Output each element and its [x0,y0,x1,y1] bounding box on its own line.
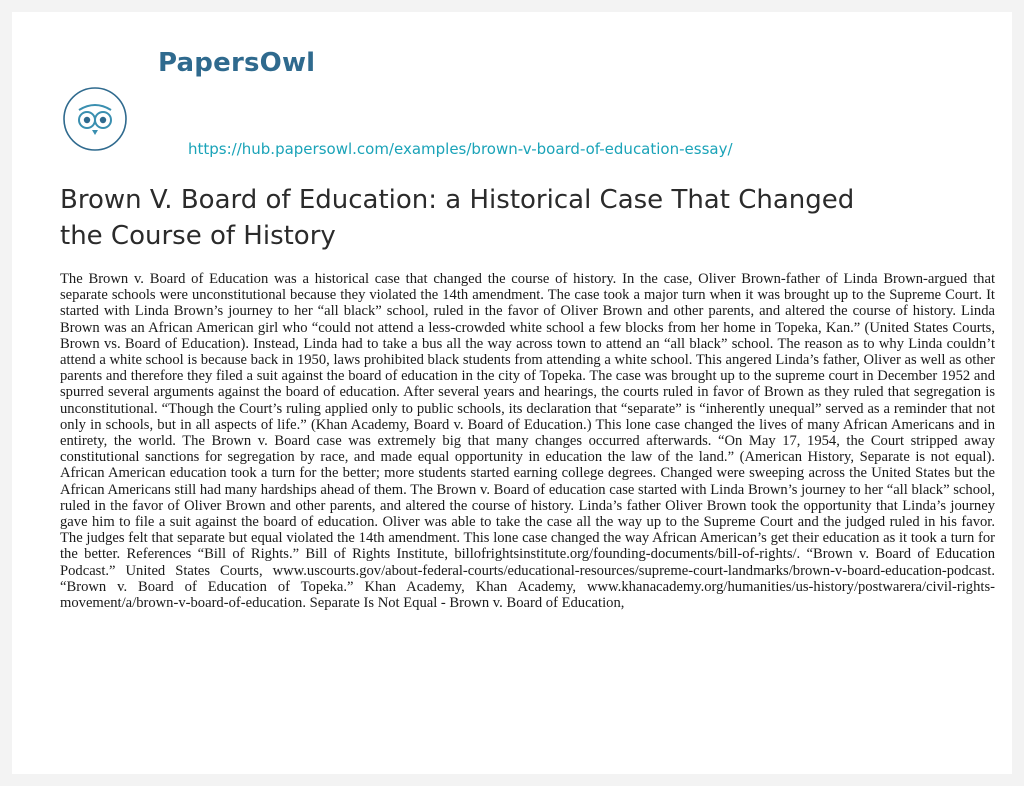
brand-name[interactable]: PapersOwl [158,48,316,78]
header [48,36,998,156]
owl-logo-icon [62,86,128,152]
essay-title: Brown V. Board of Education: a Historical Case That Changed the Course of History [60,185,855,251]
essay-card [12,12,1012,774]
essay-body: The Brown v. Board of Education was a historical case that changed the course of history. In the case, Oliver Brown-father of Linda Brown-argued that separate schools were unconstitutional because they violated the 14th amendment. The case took a major turn when it was brought up to the Supreme Court. It started with Linda Brown’s journey to her “all black” school, ruled in the favor of Oliver Brown and other parents, and altered the course of history. Linda Brown was an African American girl who “could not attend a less-crowded white school a few blocks from her home in Topeka, Kan.” (United States Courts, Brown vs. Board of Education). Instead, Linda had to take a bus all the way across town to attend an “all black” school. The reason as to why Linda couldn’t attend a white school is because back in 1950, laws prohibited black students from attending a white school. This angered Linda’s father, Oliver as well as other parents and therefore they filed a suit against the board of education in the city of Topeka. The case was brought up to the supreme court in December 1952 and spurred several arguments against the board of education. After several years and hearings, the courts ruled in favor of Brown as they ruled that segregation is unconstitutional. “Though the Court’s ruling applied only to public schools, its declaration that “separate” is “inherently unequal” served as a reminder that not only in schools, but in all aspects of life.” (Khan Academy, Board v. Board of Education.) This lone case changed the lives of many African Americans and in entirety, the world. The Brown v. Board case was extremely big that many changes occurred afterwards. “On May 17, 1954, the Court stripped away constitutional sanctions for segregation by race, and made equal opportunity in education the law of the land.” (American History, Separate is not equal). African American education took a turn for the better; more students started earning college degrees. Changed were sweeping across the United States but the African Americans still had many hardships ahead of them. The Brown v. Board of education case started with Linda Brown’s journey to her “all black” school, ruled in the favor of Oliver Brown and other parents, and altered the course of history. Linda’s father Oliver Brown took the opportunity that Linda’s journey gave him to file a suit against the board of education. Oliver was able to take the case all the way up to the Supreme Court and the judged ruled in his favor. The judges felt that separate but equal violated the 14th amendment. This lone case changed the way African American’s get their education as it took a turn for the better. References “Bill of Rights.” Bill of Rights Institute, billofrightsinstitute.org/founding-documents/bill-of-rights/. “Brown v. Board of Education Podcast.” United States Courts, www.uscourts.gov/about-federal-courts/educational-resources/supreme-court-landmarks/brown-v-board-education-podcast. “Brown v. Board of Education of Topeka.” Khan Academy, Khan Academy, www.khanacademy.org/humanities/us-history/postwarera/civil-rights-movement/a/brown-v-board-of-education. Separate Is Not Equal - Brown v. Board of Education, [60,271,995,612]
source-url-link[interactable]: https://hub.papersowl.com/examples/brown-v-board-of-education-essay/ [188,140,733,158]
